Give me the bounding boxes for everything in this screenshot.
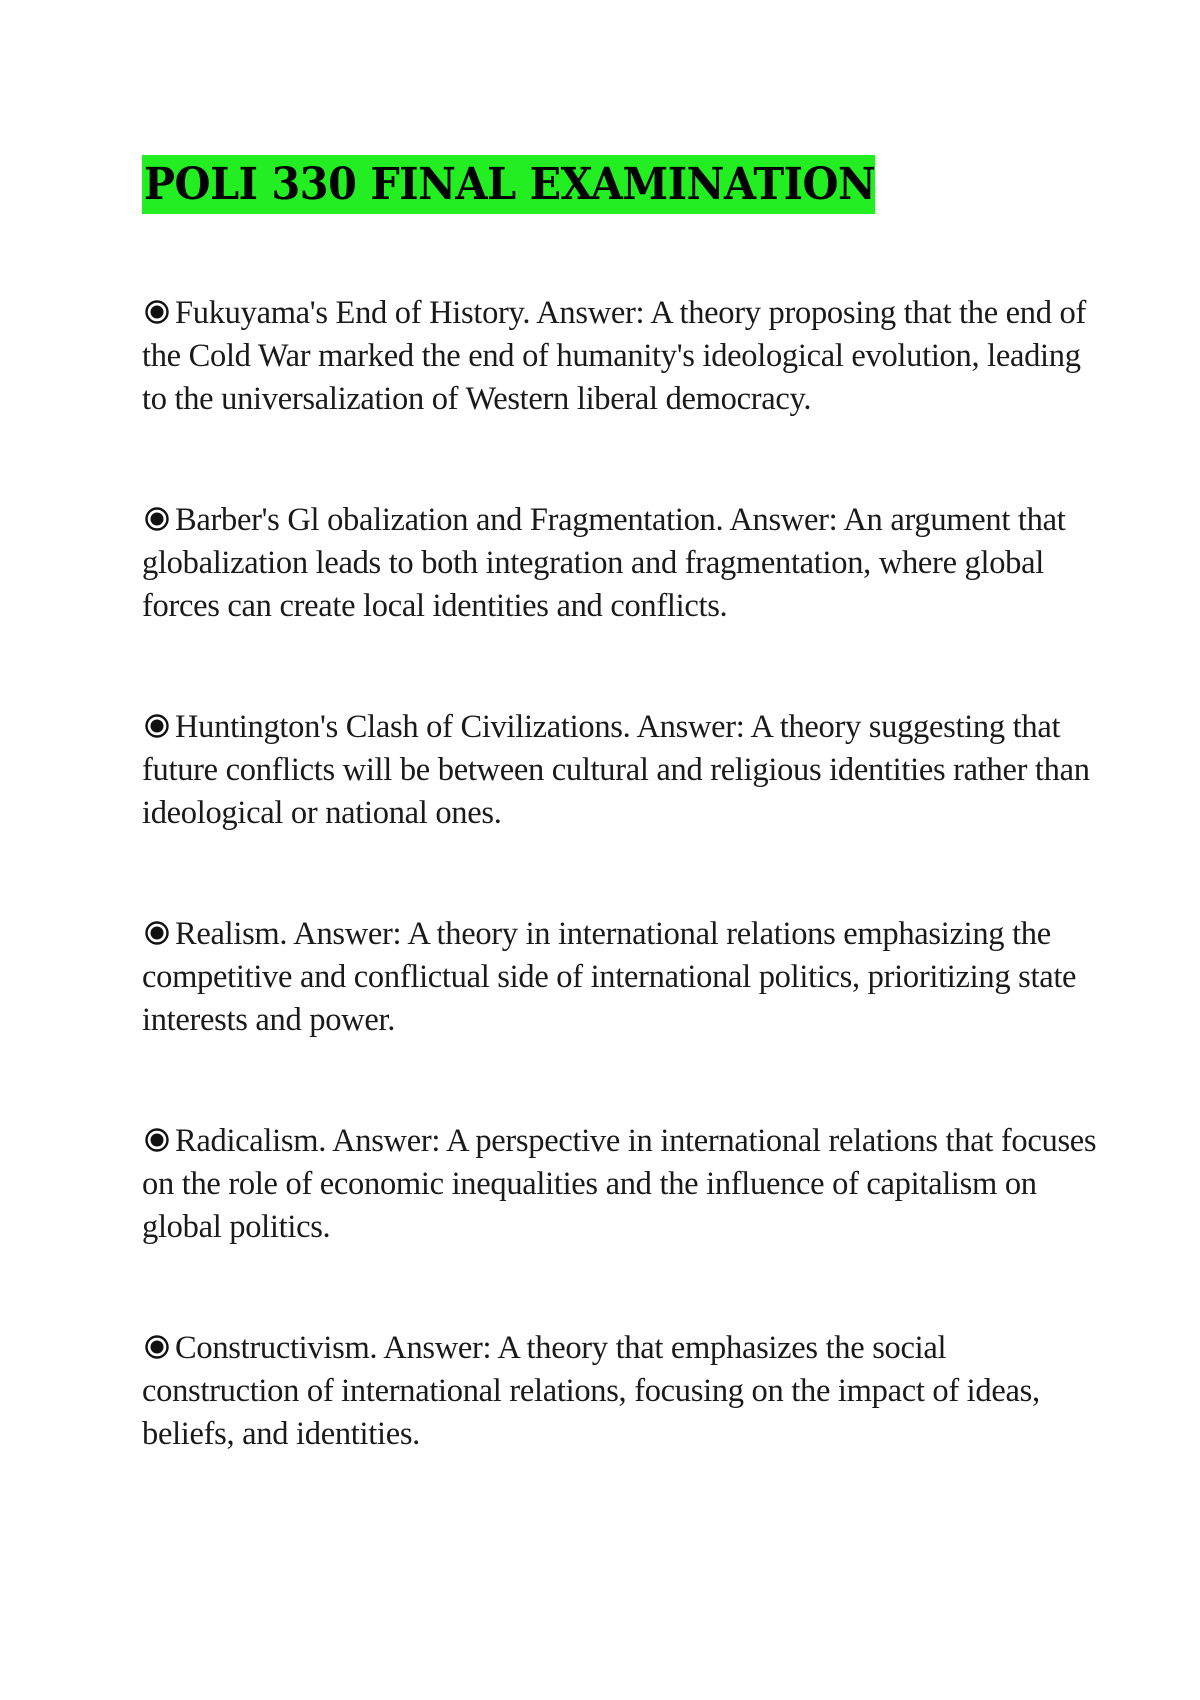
qa-text: Barber's Gl obalization and Fragmentation. Answer: An argument that globalization leads to both integration and fragmentation, where global forces can create local identities and conflicts. [142, 502, 1066, 624]
qa-text: Realism. Answer: A theory in international relations emphasizing the competitive and conflictual side of international politics, prioritizing state interests and power. [142, 916, 1077, 1038]
exam-title-text: POLI 330 FINAL EXAMINATION [143, 159, 876, 210]
radio-bullet-icon [142, 297, 172, 327]
qa-text: Fukuyama's End of History. Answer: A theory proposing that the end of the Cold War marked the end of humanity's ideological evolution, leading to the universalization of Western liberal democracy. [142, 295, 1086, 417]
qa-text: Huntington's Clash of Civilizations. Answer: A theory suggesting that future conflicts will be between cultural and religious identities rather than ideological or national ones. [142, 709, 1090, 831]
qa-item [142, 706, 1102, 913]
qa-text: Constructivism. Answer: A theory that emphasizes the social construction of international relations, focusing on the impact of ideas, beliefs, and identities. [142, 1330, 1040, 1452]
qa-text: Radicalism. Answer: A perspective in international relations that focuses on the role of economic inequalities and the influence of capitalism on global politics. [142, 1123, 1097, 1245]
qa-item [142, 499, 1102, 706]
qa-item [142, 1327, 1102, 1534]
qa-item [142, 292, 1102, 499]
radio-bullet-icon [142, 918, 172, 948]
radio-bullet-icon [142, 1125, 172, 1155]
exam-title [142, 155, 875, 214]
qa-item [142, 913, 1102, 1120]
qa-list [142, 292, 1102, 1534]
qa-item [142, 1120, 1102, 1327]
radio-bullet-icon [142, 504, 172, 534]
radio-bullet-icon [142, 711, 172, 741]
radio-bullet-icon [142, 1332, 172, 1362]
